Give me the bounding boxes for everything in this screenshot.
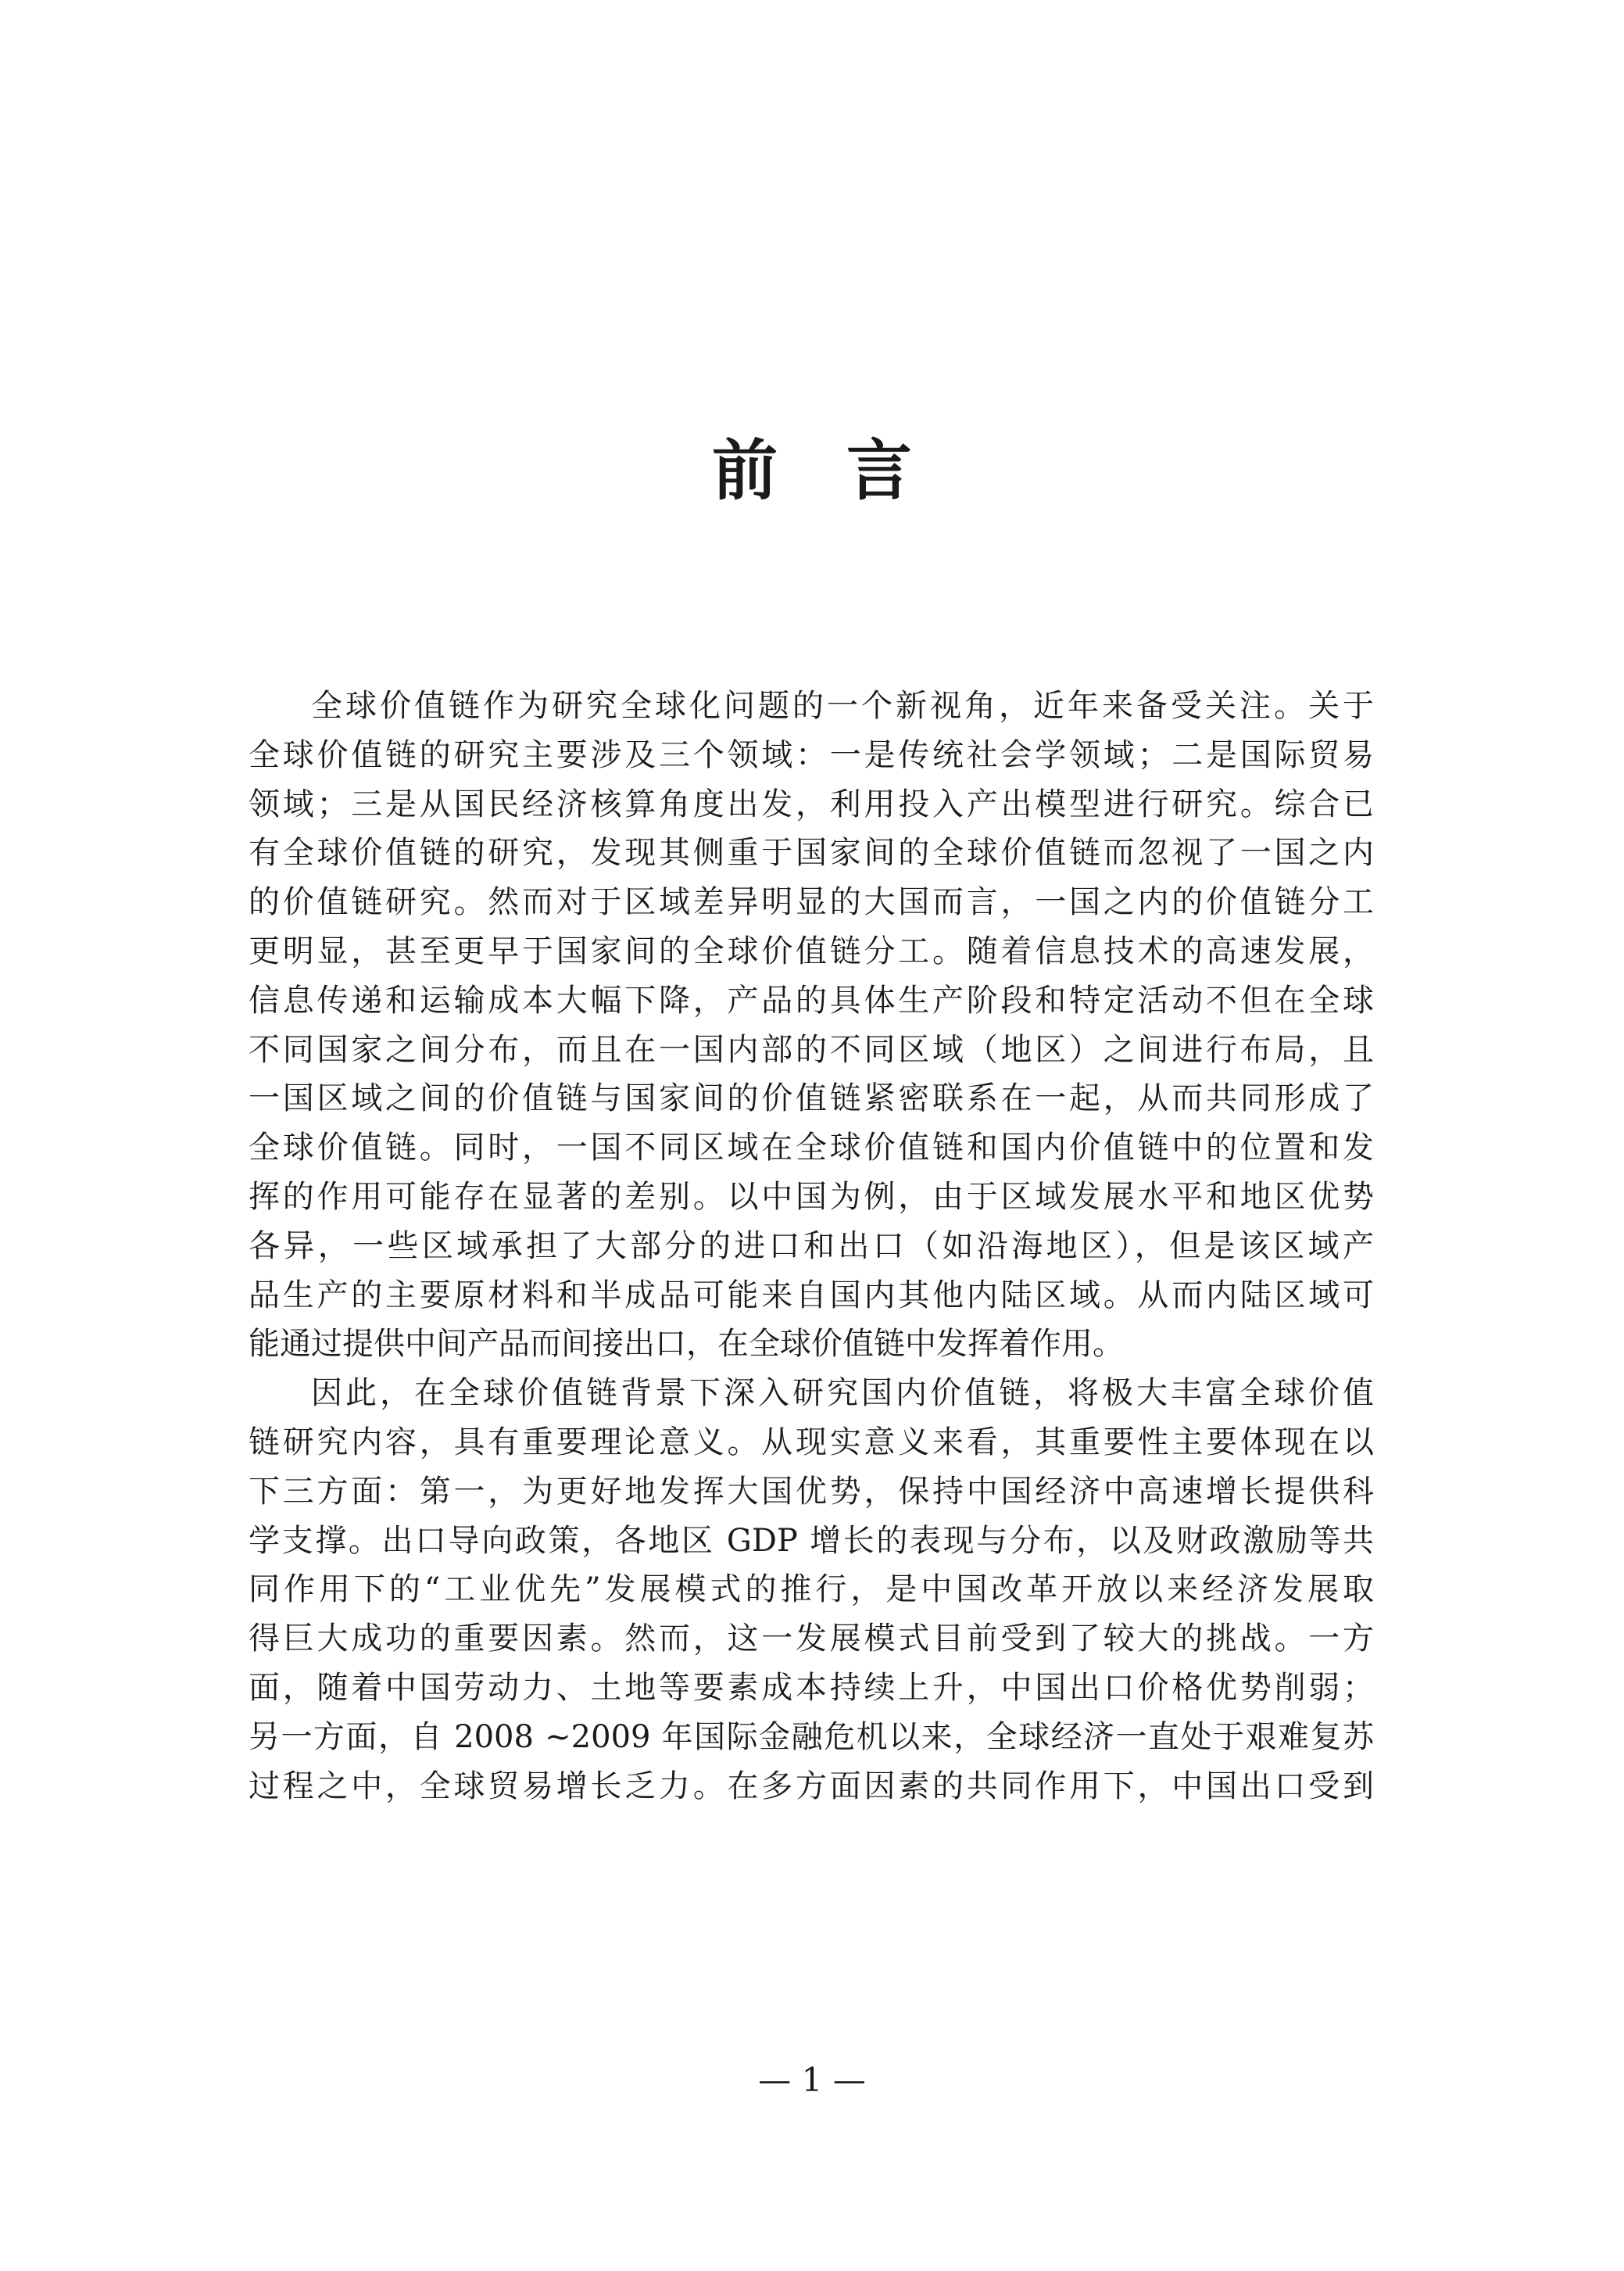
text-line: 一国区域之间的价值链与国家间的价值链紧密联系在一起，从而共同形成了	[249, 1080, 1374, 1117]
text-line: 学支撑。出口导向政策，各地区 GDP 增长的表现与分布，以及财政激励等共	[249, 1522, 1374, 1559]
title-char-2: 言	[846, 432, 913, 509]
text-line: 面，随着中国劳动力、土地等要素成本持续上升，中国出口价格优势削弱；	[249, 1669, 1374, 1706]
text-line: 同作用下的“工业优先”发展模式的推行，是中国改革开放以来经济发展取	[249, 1571, 1374, 1608]
text-line: 全球价值链作为研究全球化问题的一个新视角，近年来备受关注。关于	[311, 688, 1374, 724]
text-line: 品生产的主要原材料和半成品可能来自国内其他内陆区域。从而内陆区域可	[249, 1277, 1374, 1313]
body-text	[249, 682, 1374, 1811]
text-line: 链研究内容，具有重要理论意义。从现实意义来看，其重要性主要体现在以	[249, 1424, 1374, 1460]
page-title	[0, 432, 1624, 509]
title-char-1: 前	[711, 432, 778, 509]
text-line: 得巨大成功的重要因素。然而，这一发展模式目前受到了较大的挑战。一方	[249, 1621, 1374, 1657]
text-line: 更明显，甚至更早于国家间的全球价值链分工。随着信息技术的高速发展，	[249, 933, 1374, 969]
text-line: 全球价值链。同时，一国不同区域在全球价值链和国内价值链中的位置和发	[249, 1130, 1374, 1166]
text-line: 的价值链研究。然而对于区域差异明显的大国而言，一国之内的价值链分工	[249, 884, 1374, 921]
text-line: 下三方面：第一，为更好地发挥大国优势，保持中国经济中高速增长提供科	[249, 1473, 1374, 1510]
text-line: 信息传递和运输成本大幅下降，产品的具体生产阶段和特定活动不但在全球	[249, 982, 1374, 1019]
text-line: 能通过提供中间产品而间接出口，在全球价值链中发挥着作用。	[249, 1326, 1124, 1363]
text-line: 挥的作用可能存在显著的差别。以中国为例，由于区域发展水平和地区优势	[249, 1178, 1374, 1215]
page-number: — 1 —	[758, 2061, 866, 2099]
text-line: 因此，在全球价值链背景下深入研究国内价值链，将极大丰富全球价值	[311, 1375, 1374, 1412]
text-line: 另一方面，自 2008 ~2009 年国际金融危机以来，全球经济一直处于艰难复苏	[249, 1718, 1374, 1755]
text-line: 有全球价值链的研究，发现其侧重于国家间的全球价值链而忽视了一国之内	[249, 835, 1374, 872]
text-line: 各异，一些区域承担了大部分的进口和出口（如沿海地区），但是该区域产	[249, 1227, 1374, 1264]
text-line: 领域；三是从国民经济核算角度出发，利用投入产出模型进行研究。综合已	[249, 786, 1374, 822]
text-line: 过程之中，全球贸易增长乏力。在多方面因素的共同作用下，中国出口受到	[249, 1768, 1374, 1804]
text-line: 全球价值链的研究主要涉及三个领域：一是传统社会学领域；二是国际贸易	[249, 736, 1374, 773]
text-line: 不同国家之间分布，而且在一国内部的不同区域（地区）之间进行布局，且	[249, 1031, 1374, 1068]
